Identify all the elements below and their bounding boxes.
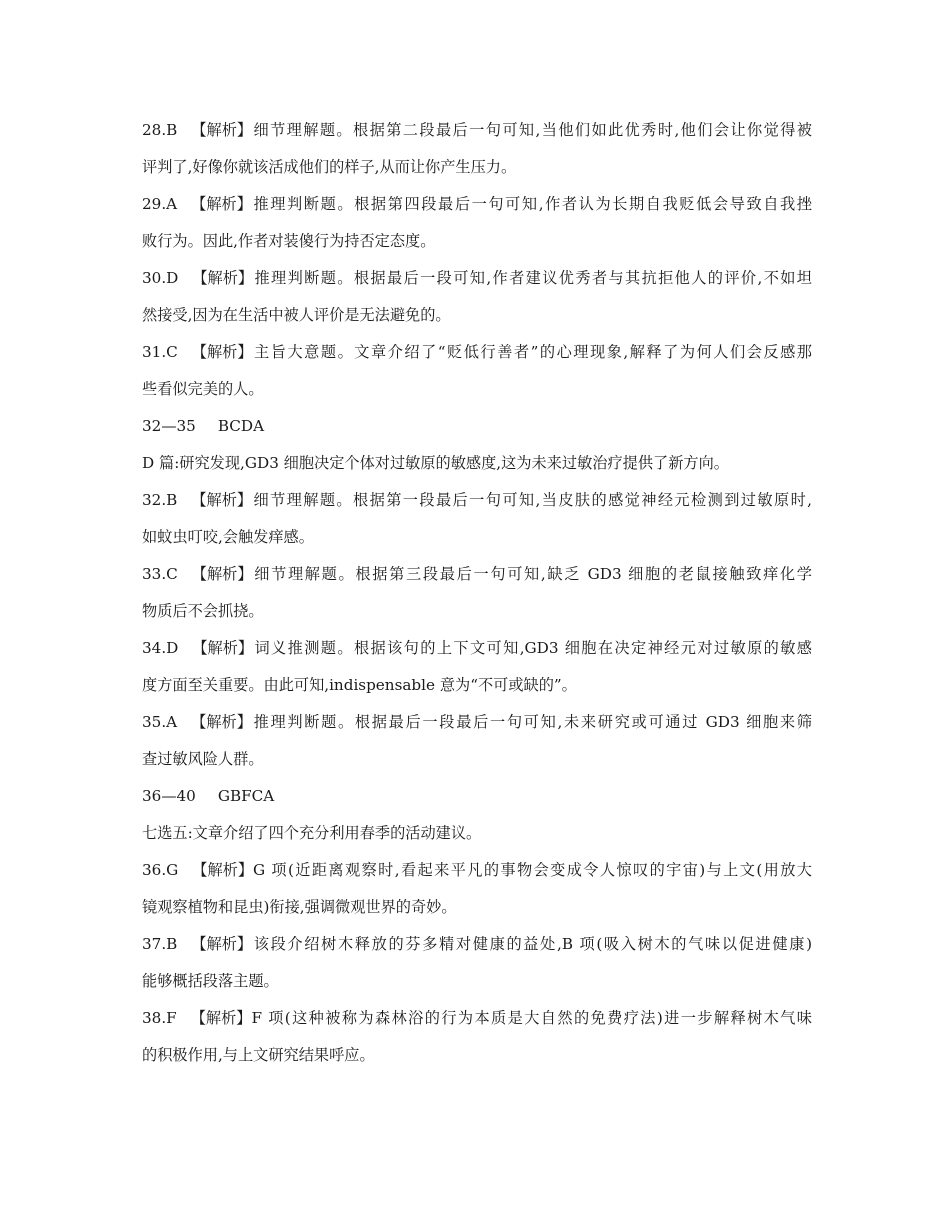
answers-36-40: [142, 778, 812, 815]
answer-32-line-2: [142, 519, 812, 556]
answer-31-line-1: [142, 334, 812, 371]
analysis-text: F 项(这种被称为森林浴的行为本质是大自然的免费疗法)进一步解释树木气味: [251, 1009, 812, 1027]
question-number: 28.B: [142, 121, 178, 139]
question-number: 34.D: [142, 639, 179, 657]
analysis-text: 度方面至关重要。由此可知,indispensable 意为“不可或缺的”。: [142, 676, 577, 694]
analysis-text: 能够概括段落主题。: [142, 972, 279, 990]
answer-range: 32—35: [142, 417, 196, 435]
question-number: 38.F: [142, 1009, 177, 1027]
analysis-tag: 【解析】: [191, 195, 252, 213]
question-number: 37.B: [142, 935, 178, 953]
analysis-text: 细节理解题。根据第一段最后一句可知,当皮肤的感觉神经元检测到过敏原时,: [252, 491, 812, 509]
answer-28-line-2: [142, 149, 812, 186]
analysis-text: 该段介绍树木释放的芬多精对健康的益处,B 项(吸入树木的气味以促进健康): [252, 935, 812, 953]
passage-d-summary: D 篇:研究发现,GD3 细胞决定个体对过敏原的敏感度,这为未来过敏治疗提供了新方向。: [142, 454, 729, 472]
analysis-tag: 【解析】: [191, 343, 253, 361]
analysis-text: 败行为。因此,作者对装傻行为持否定态度。: [142, 232, 436, 250]
answer-38-line-1: [142, 1000, 812, 1037]
analysis-text: G 项(近距离观察时,看起来平凡的事物会变成令人惊叹的宇宙)与上文(用放大: [253, 861, 812, 879]
answer-33-line-1: [142, 556, 812, 593]
answer-38-line-2: [142, 1037, 812, 1074]
answer-29-line-2: [142, 223, 812, 260]
seven-five-summary: 七选五:文章介绍了四个充分利用春季的活动建议。: [142, 824, 482, 842]
analysis-text: 镜观察植物和昆虫)衔接,强调微观世界的奇妙。: [142, 898, 457, 916]
question-number: 32.B: [142, 491, 178, 509]
analysis-text: 推理判断题。根据第四段最后一句可知,作者认为长期自我贬低会导致自我挫: [251, 195, 812, 213]
analysis-tag: 【解析】: [191, 121, 253, 139]
answer-29-line-1: [142, 186, 812, 223]
answer-range: 36—40: [142, 787, 196, 805]
question-number: 33.C: [142, 565, 178, 583]
analysis-tag: 【解析】: [190, 1009, 252, 1027]
analysis-tag: 【解析】: [192, 639, 254, 657]
analysis-text: 评判了,好像你就该活成他们的样子,从而让你产生压力。: [142, 158, 517, 176]
analysis-tag: 【解析】: [191, 935, 253, 953]
answer-36-line-2: [142, 889, 812, 926]
analysis-text: 细节理解题。根据第二段最后一句可知,当他们如此优秀时,他们会让你觉得被: [252, 121, 812, 139]
analysis-text: 推理判断题。根据最后一段最后一句可知,未来研究或可通过 GD3 细胞来筛: [251, 713, 812, 731]
answer-37-line-2: [142, 963, 812, 1000]
question-number: 31.C: [142, 343, 178, 361]
question-number: 36.G: [142, 861, 179, 879]
analysis-text: 主旨大意题。文章介绍了“贬低行善者”的心理现象,解释了为何人们会反感那: [252, 343, 812, 361]
answer-33-line-2: [142, 593, 812, 630]
analysis-text: 然接受,因为在生活中被人评价是无法避免的。: [142, 306, 451, 324]
analysis-text: 如蚊虫叮咬,会触发痒感。: [142, 528, 314, 546]
answer-34-line-1: [142, 630, 812, 667]
answer-key-content: [142, 112, 812, 1074]
answer-37-line-1: [142, 926, 812, 963]
answer-28-line-1: [142, 112, 812, 149]
answer-36-line-1: [142, 852, 812, 889]
analysis-text: 物质后不会抓挠。: [142, 602, 264, 620]
answer-35-line-1: [142, 704, 812, 741]
answer-34-line-2: [142, 667, 812, 704]
answers-32-35: [142, 408, 812, 445]
answer-31-line-2: [142, 371, 812, 408]
answer-30-line-1: [142, 260, 812, 297]
question-number: 35.A: [142, 713, 178, 731]
analysis-tag: 【解析】: [191, 565, 253, 583]
analysis-text: 词义推测题。根据该句的上下文可知,GD3 细胞在决定神经元对过敏原的敏感: [253, 639, 812, 657]
analysis-text: 细节理解题。根据第三段最后一句可知,缺乏 GD3 细胞的老鼠接触致痒化学: [252, 565, 812, 583]
answer-30-line-2: [142, 297, 812, 334]
analysis-tag: 【解析】: [191, 491, 253, 509]
analysis-text: 查过敏风险人群。: [142, 750, 264, 768]
analysis-tag: 【解析】: [191, 713, 252, 731]
analysis-text: 推理判断题。根据最后一段可知,作者建议优秀者与其抗拒他人的评价,不如坦: [253, 269, 812, 287]
analysis-text: 的积极作用,与上文研究结果呼应。: [142, 1046, 375, 1064]
answer-code: BCDA: [217, 417, 265, 435]
analysis-text: 些看似完美的人。: [142, 380, 264, 398]
answer-code: GBFCA: [217, 787, 275, 805]
question-number: 29.A: [142, 195, 178, 213]
analysis-tag: 【解析】: [192, 861, 254, 879]
answer-32-line-1: [142, 482, 812, 519]
question-number: 30.D: [142, 269, 179, 287]
answer-35-line-2: [142, 741, 812, 778]
analysis-tag: 【解析】: [192, 269, 254, 287]
